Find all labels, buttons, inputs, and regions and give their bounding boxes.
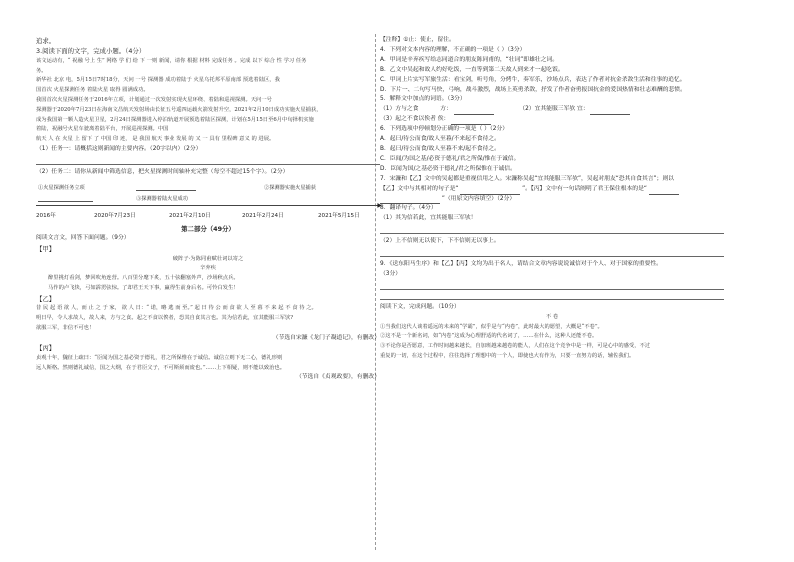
poem-line: 醉里挑灯看剑，梦回吹角连营。八百里分麾下炙，五十弦翻塞外声，沙场秋点兵。 — [48, 275, 239, 282]
answer-line[interactable] — [380, 290, 724, 300]
question-9-score: （3分） — [380, 271, 402, 278]
q5-item: （3）起之不食以俟者 — [380, 116, 436, 123]
arrow-right-icon: ▶ — [377, 201, 382, 209]
q5-item: 方： — [440, 106, 452, 113]
poem-author: 辛弃疾 — [200, 265, 216, 272]
q7-text: ”（用原文内容填空）（2分） — [441, 195, 516, 202]
timeline-axis — [36, 205, 380, 206]
option-d[interactable]: D．臣闻为国/之基必资于德礼/君之所保惟在于诚信。 — [380, 165, 516, 172]
question-4: 4．下列对文本内容的理解，不正确的一项是（ ）（3分） — [380, 46, 526, 53]
read-instruction: 阅读文言文，回答下面问题。（9分） — [36, 235, 130, 242]
q5-blank[interactable] — [451, 118, 491, 125]
timeline-date: 2021年5月15日 — [318, 212, 360, 219]
question-7: 7．宋濂和【乙】文中的吴起都是重视信用之人。宋濂称吴起“宜其能服三军欤”，吴起对朋友“恐其自食其言”；则以 — [380, 175, 674, 182]
label-bing: 【丙】 — [36, 344, 56, 353]
q5-item: 俟： — [437, 116, 450, 123]
essay-line: ③不论你是否愿意，工作时间越来越长，自加班越来越卷的能人，人们在这个竞争中是一样，可是心中的感受，不过 — [380, 343, 651, 350]
timeline — [36, 178, 380, 224]
question-5: 5．解释文中加点的词语。（3分） — [380, 96, 466, 103]
left-column — [36, 36, 380, 383]
essay-line: ②这不是一个新名词，如“内卷”这成为心理舒适的代名词了，……在什么，这种人还能不卷。 — [380, 333, 598, 340]
q7-blank[interactable] — [649, 188, 679, 195]
q7-blank[interactable] — [380, 197, 440, 204]
timeline-date: 2016年 — [36, 212, 56, 219]
timeline-box-2: ②探测器实施火星捕获 — [264, 184, 316, 191]
q8-sentence-1: （1）其为信若此，宜其能服三军欤！ — [380, 215, 477, 222]
option-d[interactable]: D．下片一、二句写马快，弓响，战斗激烈，战场上英勇杀敌，抒发了作者奋勇报国抗金的爱国热情和壮志难酬的悲愤。 — [380, 86, 686, 93]
q5-item: 宜： — [577, 106, 589, 113]
answer-line[interactable] — [36, 155, 380, 165]
news-line: 航天 人 在 火星 上 留下 了 中国 印 迹， 是 我国 航天 事业 发展 的 又 一 具有 里程碑 意义 的 进展。 — [36, 136, 275, 143]
q5-row-2 — [380, 115, 724, 125]
option-b[interactable]: B．起曰/待公而食/故人至暮不来/起不食待之。 — [380, 145, 500, 152]
essay-title: 不 卷 — [545, 313, 559, 320]
task-1: （1）任务一：请概括这则新闻的主要内容。（20字以内）（2分） — [36, 145, 202, 152]
note: 【注释】①止：使止，留住。 — [380, 37, 455, 43]
q8-sentence-2: （2）上不信则无以使下，下不信则无以事上。 — [380, 238, 500, 245]
option-c[interactable]: C．甲词上片实写军旅生活：看宝剑，听号角，分烤牛，奏军乐，沙场点兵，表达了作者对抗金杀敌生活和往事的追忆。 — [380, 76, 686, 83]
timeline-date: 2021年2月24日 — [242, 212, 284, 219]
poem-title: 破阵子·为陈同甫赋壮词以寄之 — [172, 255, 244, 262]
yi-source: （节选自宋濂《龙门子凝道记》，有删改） — [272, 334, 380, 341]
question-3: 3.阅读下面的文字，完成小题。（4分） — [36, 47, 146, 56]
timeline-date: 2021年2月10日 — [169, 212, 211, 219]
read-instruction: 阅读下文，完成问题。（10分） — [380, 303, 460, 310]
bing-source: （节选自《贞观政要》，有删改） — [295, 374, 380, 381]
news-passage — [36, 57, 380, 145]
yi-line: 欲服三军，非信不可也！ — [36, 324, 95, 331]
news-line: 该文运动有，“ 祝融 号上 生” 网络 学 们 给 下 一则 新闻，请你 根据 材料 完成任务 。完成 以下 综合 性 学习 任务 — [36, 57, 307, 64]
yi-line: 明日早，令人求故人，故人来，方与之食。起之不食以俟者，恐其自食其言也。其为信若此，宜其能服三军欤? — [36, 314, 294, 321]
answer-line[interactable] — [380, 224, 724, 234]
news-line: 务。 — [36, 67, 47, 74]
answer-line[interactable] — [380, 247, 724, 257]
task-2: （2）任务二：请你从新闻中筛选信息，把火星探测时间轴补充完整（每空不超过15个字）。（2分） — [36, 168, 289, 175]
option-a[interactable]: A．起曰/待公而食/故人至暮/不来起不食待之。 — [380, 136, 500, 143]
question-9: 9．《送东阳马生序》和【乙】【丙】文均为出于名人，请结合文章内容说说诚信对于个人、对于国家的重要性。 — [380, 261, 662, 268]
question-7-end — [380, 195, 724, 205]
q5-item: （1）方与之食 — [380, 106, 419, 113]
label-yi: 【乙】 — [36, 294, 56, 303]
yi-line: 昔 民 起 语 欲 人，而 止 之 于 家， 欲 人 日：“ 诺，略 逃 而 至。” 起 曰 待 公 而 食 欲 人 至 暮 不 来 起 不 食 待 之。 — [36, 305, 317, 312]
option-c[interactable]: C．臣闻/为国之基/必资于德礼/君之所保/惟在于诚信。 — [380, 155, 520, 162]
question-6: 6．下列选项中停顿划分正确的一项是（ ）（2分） — [380, 126, 509, 133]
q5-blank[interactable] — [454, 108, 494, 115]
poem-line: 马作的卢飞快，弓如霹雳弦惊。了却君王天下事，赢得生前身后名。可怜白发生！ — [48, 284, 239, 291]
news-line: 探测器于2020年7月23日在海南文昌航天发射场由长征五号遥四运载火箭发射升空，2021年2月10日成功实施火星捕获， — [36, 106, 322, 113]
q5-item: （2）宜其能服三军欤 — [519, 106, 576, 113]
news-line: 我国首次火星探测任务于2016年立项，计划通过一次发射实现火星环绕、着陆和巡视探测。天问一号 — [36, 97, 272, 103]
bing-line: 远人斯格。然则德礼诚信，国之大纲，在于君臣父子，不可斯须而废也。”……上下相疑，则不能以致治也。 — [36, 364, 286, 371]
news-line: 成为我国第一颗人造火星卫星，2月24日探测器进入停泊轨道开展预选着陆区探测，计划在5月15日至6月中旬择机实施 — [36, 116, 314, 123]
option-b[interactable]: B．乙文中吴起和故人约好吃饭，一直等到第二天故人到来才一起吃饭。 — [380, 66, 564, 73]
q7-blank[interactable] — [460, 188, 520, 195]
timeline-box-3: ③探测器着陆火星成功 — [136, 195, 188, 202]
right-column — [380, 36, 724, 362]
option-a[interactable]: A．甲词是辛弃疾写给志同道合的朋友陈同甫的，“壮词”即雄壮之词。 — [380, 56, 559, 63]
timeline-box-1: ①火星探测任务立项 — [38, 184, 85, 191]
timeline-blank-1[interactable] — [136, 184, 196, 191]
answer-line[interactable] — [380, 280, 724, 290]
section-title: 第二部分（49分） — [181, 224, 235, 233]
news-line: 国首次 火星探测任务 着陆火星 取得 圆满成功。 — [36, 87, 149, 94]
essay-line: ①当我们这代人谈着遥远的未来的“学霸”，似乎是与“内卷”，此时最大的愿望，大概是“不卷”。 — [380, 323, 603, 330]
news-line: 着陆，祝融号火星车驶离着陆平台，开展巡视探测。中国 — [36, 126, 169, 133]
question-8: 8．翻译句子。（4分） — [380, 205, 437, 212]
q5-blank[interactable] — [590, 108, 630, 115]
q7-text: 【乙】文中与其相对的句子是“ — [380, 185, 459, 192]
text-line: 追求。 — [36, 37, 56, 45]
timeline-blank-2[interactable] — [38, 195, 93, 202]
timeline-date: 2020年7月23日 — [94, 212, 136, 219]
q7-text: ”。【丙】文中有一句话阐明了君王保住根本的是“ — [522, 185, 647, 192]
news-line: 新华社 北京 电，5月15日7时18分，天问 一号 探测器 成功着陆于 火星乌托邦平原南部 预选着陆区，我 — [36, 77, 280, 84]
label-jia: 【甲】 — [36, 245, 56, 254]
q5-row-1 — [380, 105, 724, 115]
bing-line: 贞观十年，魏征上疏曰：“臣闻为国之基必资于德礼，君之所保惟在于诚信。诚信立则下无二心，德礼形则 — [36, 354, 283, 361]
essay-line: 重复的一切，在这个过程中，往往选择了理想中的一个人，即使也大有作为，只要一直努力的话，辅佐我们。 — [380, 353, 635, 360]
question-7-cont — [380, 185, 724, 195]
